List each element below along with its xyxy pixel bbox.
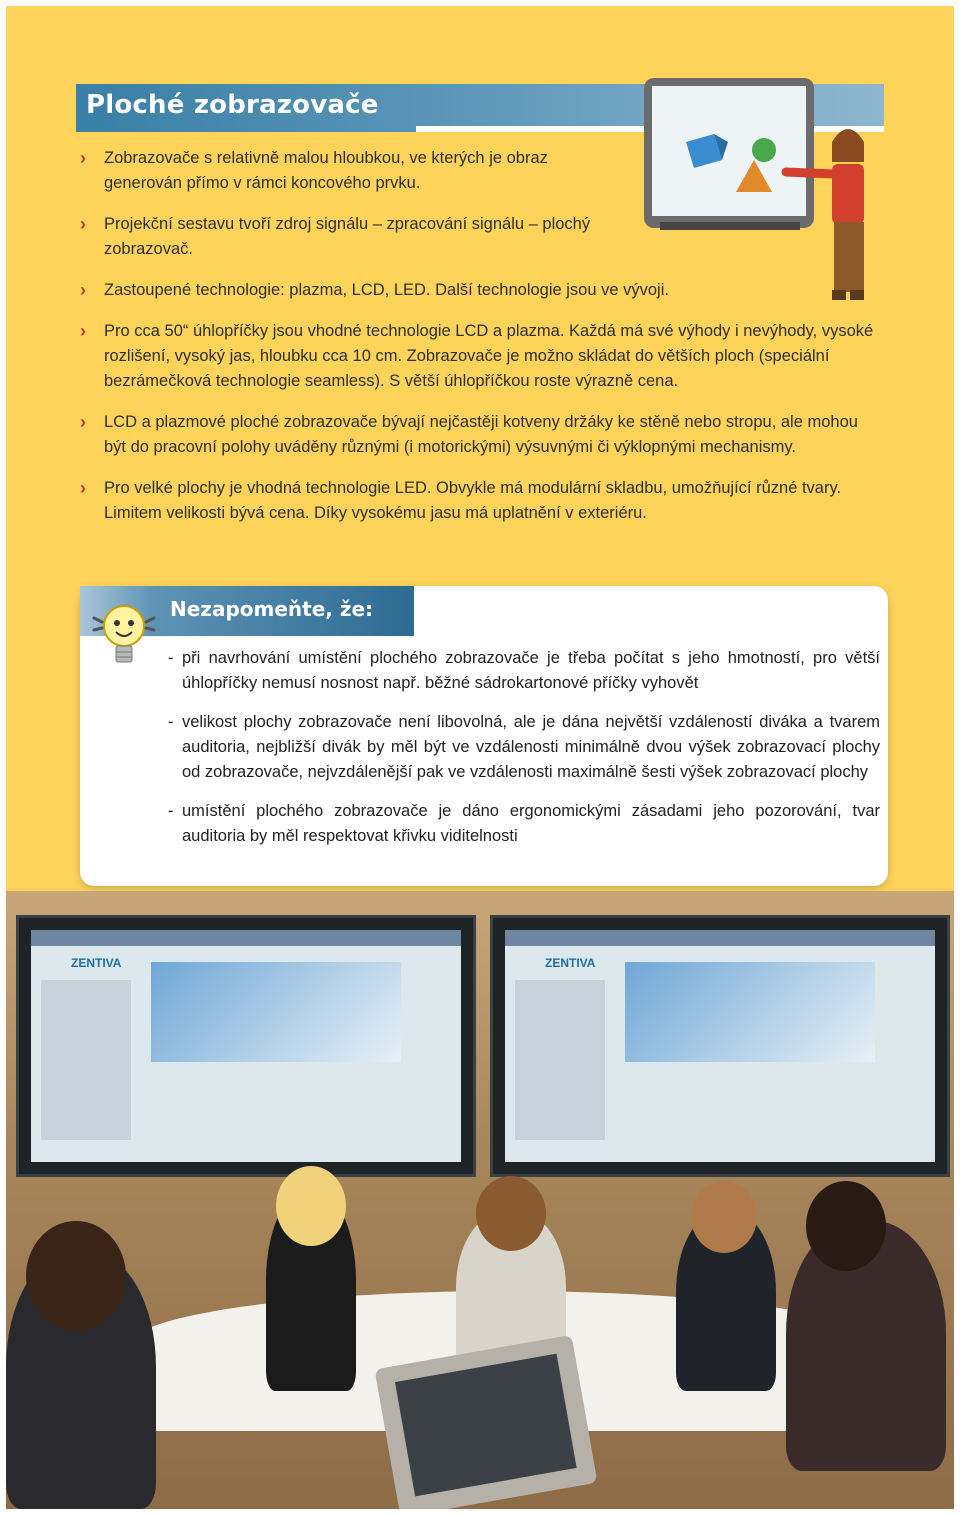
bullet-text: Zobrazovače s relativně malou hloubkou, ve kterých je obraz generován přímo v rámci koncového prvku. <box>104 149 548 192</box>
meeting-room-photo <box>6 891 954 1509</box>
reminder-text: velikost plochy zobrazovače není libovolná, ale je dána největší vzdáleností diváka a tvarem auditoria, nejbližší divák by měl být ve vzdálenosti minimálně dvou výšek zobrazovací plochy od zobrazovače, nejvzdálenější pak ve vzdálenosti maximálně šesti výšek zobrazovací plochy <box>182 713 880 781</box>
bullet-text: LCD a plazmové ploché zobrazovače bývají nejčastěji kotveny držáky ke stěně nebo stropu, ale mohou být do pracovní polohy uváděny různými (i motorickými) výsuvnými či výklopnými mechanismy. <box>104 413 858 456</box>
bullet-item <box>80 319 880 394</box>
person-head <box>276 1166 346 1246</box>
chevron-icon: › <box>80 321 86 341</box>
bullet-item <box>80 278 714 303</box>
section-title: Ploché zobrazovače <box>86 90 379 120</box>
bullet-text: Zastoupené technologie: plazma, LCD, LED. Další technologie jsou ve vývoji. <box>104 281 669 299</box>
bullet-text: Pro velké plochy je vhodná technologie LED. Obvykle má modulární skladbu, umožňující různé tvary. Limitem velikosti bývá cena. Díky vysokému jasu má uplatnění v exteriéru. <box>104 479 842 522</box>
person-head <box>26 1221 126 1331</box>
page <box>6 6 954 1509</box>
chevron-icon: › <box>80 412 86 432</box>
dash-marker: - <box>168 802 174 820</box>
reminder-text: umístění plochého zobrazovače je dáno ergonomickými zásadami jeho pozorování, tvar auditoria by měl respektovat křivku viditelnosti <box>182 802 880 845</box>
person-head <box>691 1181 757 1253</box>
reminder-title: Nezapomeňte, že: <box>170 597 374 621</box>
screen-logo: ZENTIVA <box>545 956 596 970</box>
dash-marker: - <box>168 713 174 731</box>
chevron-icon: › <box>80 280 86 300</box>
bullet-text: Pro cca 50“ úhlopříčky jsou vhodné technologie LCD a plazma. Každá má své výhody i nevýhody, vysoké rozlišení, vysoký jas, hloubku cca 10 cm. Zobrazovače je možno skládat do větších ploch (speciální bezrámečková technologie seamless). S větší úhlopříčkou roste výrazně cena. <box>104 322 874 390</box>
bullet-item <box>80 212 614 262</box>
bullet-item <box>80 146 614 196</box>
reminder-item <box>168 710 880 785</box>
chevron-icon: › <box>80 148 86 168</box>
bullet-text: Projekční sestavu tvoří zdroj signálu – zpracování signálu – plochý zobrazovač. <box>104 215 591 258</box>
bullet-item <box>80 410 880 460</box>
screen-logo: ZENTIVA <box>71 956 122 970</box>
person-head <box>476 1176 546 1251</box>
reminder-list <box>168 646 880 863</box>
chevron-icon: › <box>80 214 86 234</box>
wall-display-right <box>490 915 950 1177</box>
reminder-item <box>168 799 880 849</box>
chevron-icon: › <box>80 478 86 498</box>
reminder-text: při navrhování umístění plochého zobrazovače je třeba počítat s jeho hmotností, pro větší úhlopříčky nemusí nosnost např. běžné sádrokartonové příčky vyhovět <box>182 649 880 692</box>
dash-marker: - <box>168 649 174 667</box>
bullet-item <box>80 476 880 526</box>
person-head <box>806 1181 886 1271</box>
wall-display-left <box>16 915 476 1177</box>
bullet-list <box>80 146 880 542</box>
reminder-item <box>168 646 880 696</box>
lightbulb-icon <box>84 596 164 676</box>
